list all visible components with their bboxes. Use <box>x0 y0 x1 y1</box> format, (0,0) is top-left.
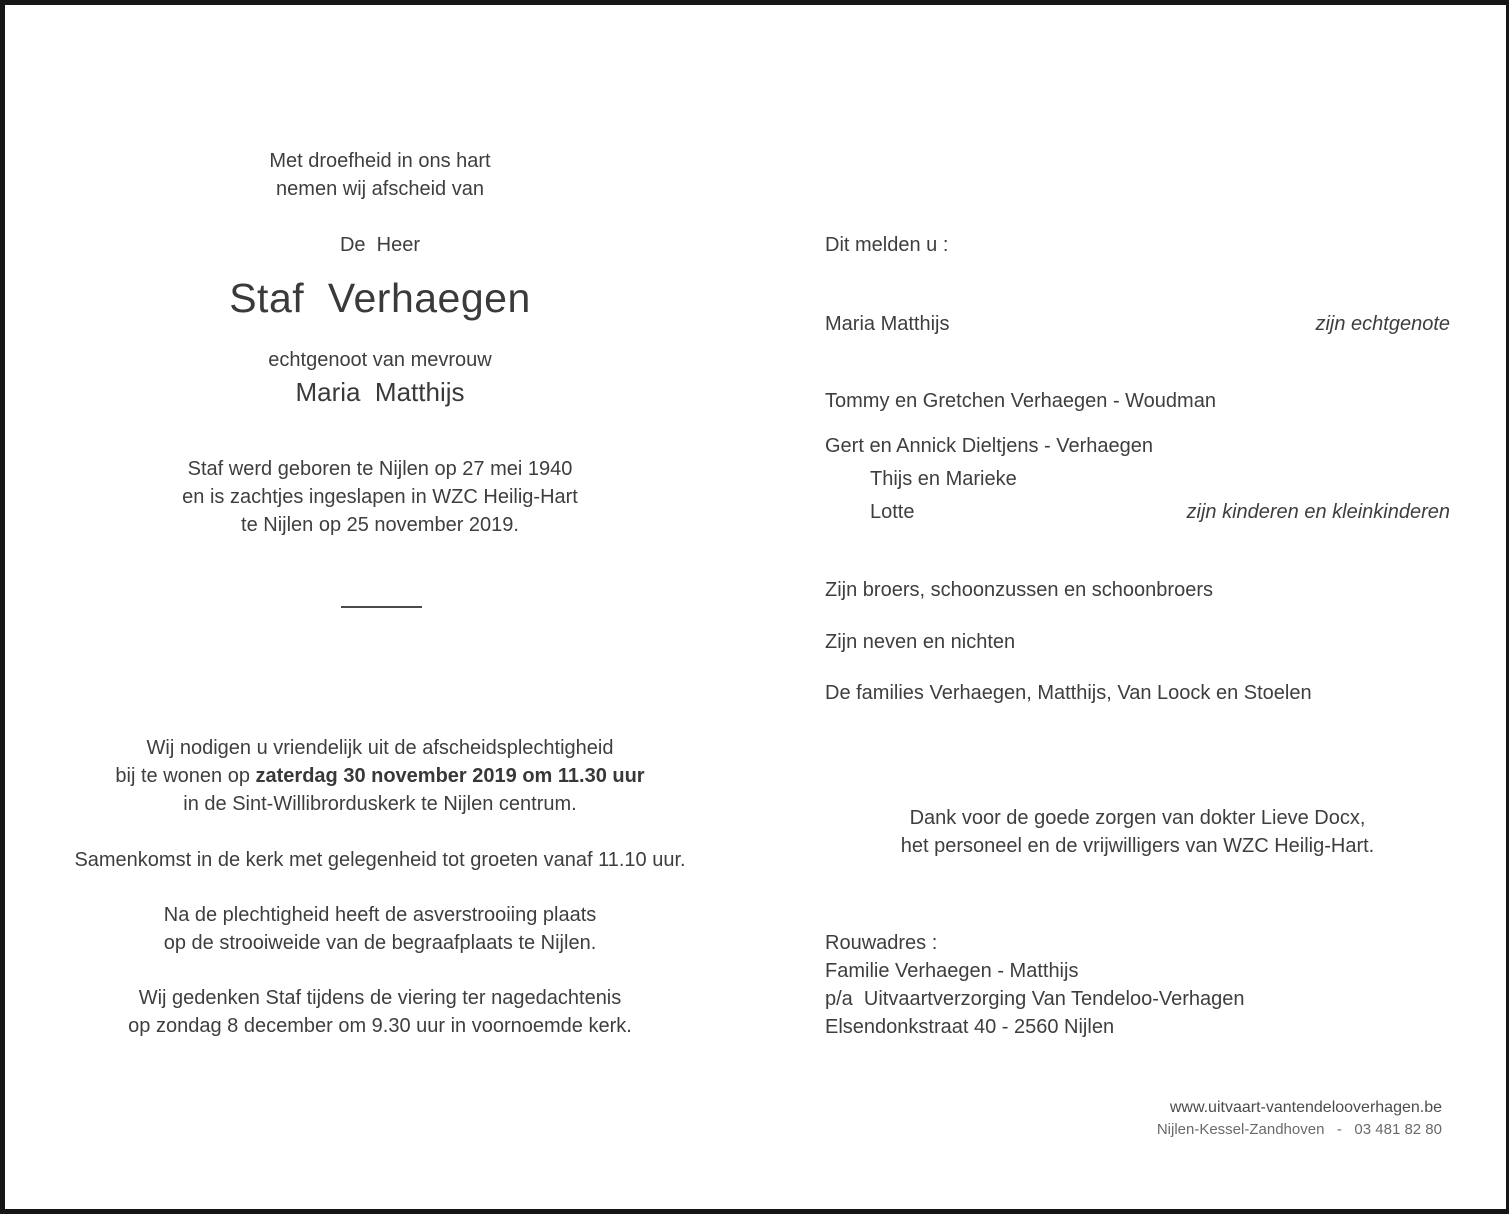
child-family-row <box>825 387 1450 415</box>
grandchild-text: Lotte <box>870 501 915 523</box>
grandchild-relation-row <box>825 498 1450 526</box>
deceased-name <box>60 273 700 323</box>
deceased-name-text: Staf Verhaegen <box>229 275 531 321</box>
spouse-name-text: Maria Matthijs <box>295 377 465 407</box>
intro-line: Met droefheid in ons hart <box>269 150 491 172</box>
intro-line: nemen wij afscheid van <box>276 178 484 200</box>
memorial-block <box>60 984 700 1040</box>
child-family-text: Gert en Annick Dieltjens - Verhaegen <box>825 435 1153 457</box>
scattering-block <box>60 901 700 957</box>
spouse-intro-text: echtgenoot van mevrouw <box>268 349 492 371</box>
life-dates-block <box>60 455 700 539</box>
nieces-nephews-text: Zijn neven en nichten <box>825 631 1016 653</box>
spouse-name <box>60 375 700 409</box>
grandchild-text: Thijs en Marieke <box>870 468 1017 490</box>
invitation-line2-prefix: bij te wonen op <box>115 765 256 787</box>
thanks-block <box>825 804 1450 860</box>
gathering-note <box>60 846 700 874</box>
nieces-nephews-row <box>825 628 1450 656</box>
mourning-address-line: Familie Verhaegen - Matthijs <box>825 960 1079 982</box>
announcers-heading-text: Dit melden u : <box>825 234 949 256</box>
invitation-block <box>60 734 700 818</box>
widow-name: Maria Matthijs <box>825 313 950 335</box>
invitation-date-time: zaterdag 30 november 2019 om 11.30 uur <box>255 765 645 787</box>
life-dates-line: Staf werd geboren te Nijlen op 27 mei 1940 <box>187 458 573 480</box>
mourning-address-block <box>825 929 1450 1041</box>
funeral-home-footer <box>1157 1097 1442 1141</box>
grandchild-row <box>825 465 1450 493</box>
families-text: De families Verhaegen, Matthijs, Van Loock en Stoelen <box>825 682 1312 704</box>
intro-block <box>60 147 700 203</box>
life-dates-line: en is zachtjes ingeslapen in WZC Heilig-Hart <box>182 486 578 508</box>
mourning-address-line: p/a Uitvaartverzorging Van Tendeloo-Verhagen <box>825 988 1245 1010</box>
salutation-text: De Heer <box>339 234 421 256</box>
funeral-home-website: www.uitvaart-vantendelooverhagen.be <box>1169 1099 1442 1116</box>
announcers-heading <box>825 231 1450 259</box>
widow-row <box>825 310 1450 338</box>
section-divider <box>341 606 422 608</box>
mourning-address-heading: Rouwadres : <box>825 932 938 954</box>
scattering-line: op de strooiweide van de begraafplaats te Nijlen. <box>163 932 597 954</box>
life-dates-line: te Nijlen op 25 november 2019. <box>241 514 519 536</box>
thanks-line: Dank voor de goede zorgen van dokter Lieve Docx, <box>909 807 1366 829</box>
funeral-home-locations-phone: Nijlen-Kessel-Zandhoven - 03 481 82 80 <box>1156 1121 1442 1138</box>
invitation-line: in de Sint-Willibrorduskerk te Nijlen centrum. <box>183 793 577 815</box>
child-family-row <box>825 432 1450 460</box>
widow-relation: zijn echtgenote <box>1315 313 1450 335</box>
salutation <box>60 231 700 259</box>
memorial-line: Wij gedenken Staf tijdens de viering ter nagedachtenis <box>138 987 622 1009</box>
invitation-line <box>60 762 700 790</box>
memorial-line: op zondag 8 december om 9.30 uur in voornoemde kerk. <box>128 1015 632 1037</box>
siblings-text: Zijn broers, schoonzussen en schoonbroers <box>825 579 1213 601</box>
children-relation: zijn kinderen en kleinkinderen <box>1186 501 1450 523</box>
invitation-line: Wij nodigen u vriendelijk uit de afscheidsplechtigheid <box>146 737 614 759</box>
spouse-intro <box>60 346 700 374</box>
families-row <box>825 679 1450 707</box>
siblings-row <box>825 576 1450 604</box>
mourning-address-line: Elsendonkstraat 40 - 2560 Nijlen <box>825 1016 1115 1038</box>
scattering-line: Na de plechtigheid heeft de asverstrooiing plaats <box>163 904 597 926</box>
child-family-text: Tommy en Gretchen Verhaegen - Woudman <box>825 390 1216 412</box>
thanks-line: het personeel en de vrijwilligers van WZC Heilig-Hart. <box>900 835 1375 857</box>
gathering-note-text: Samenkomst in de kerk met gelegenheid tot groeten vanaf 11.10 uur. <box>74 849 686 871</box>
